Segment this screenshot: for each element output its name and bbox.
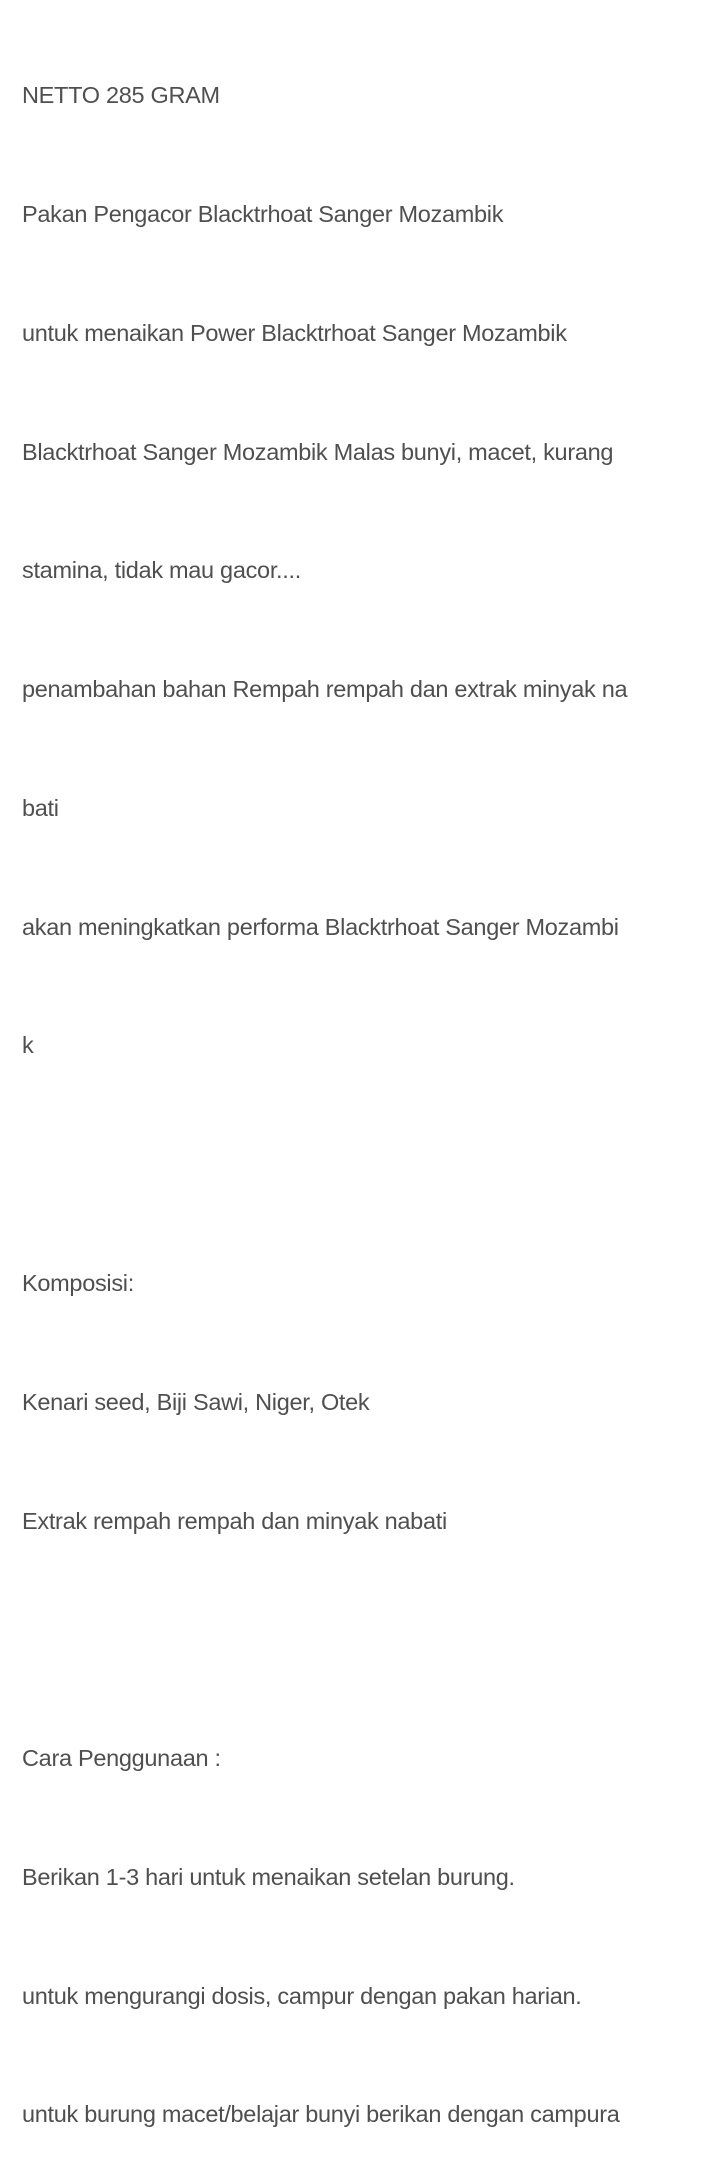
spacer: [22, 1145, 701, 1185]
benefit-text-line-2: bati: [22, 794, 59, 821]
benefit-text-line-1: penambahan bahan Rempah rempah dan extrak minyak na: [22, 676, 628, 703]
composition-line-2: Extrak rempah rempah dan minyak nabati: [22, 1507, 447, 1534]
usage-line-2: untuk mengurangi dosis, campur dengan pakan harian.: [22, 1982, 582, 2009]
usage-line-3: untuk burung macet/belajar bunyi berikan dengan campura: [22, 2101, 620, 2128]
spacer: [22, 1620, 701, 1660]
usage-heading: Cara Penggunaan :: [22, 1745, 221, 1772]
product-description: [22, 0, 701, 2175]
composition-line-1: Kenari seed, Biji Sawi, Niger, Otek: [22, 1388, 370, 1415]
usage-line-1: Berikan 1-3 hari untuk menaikan setelan burung.: [22, 1863, 515, 1890]
product-title: Pakan Pengacor Blacktrhoat Sanger Mozambik: [22, 200, 504, 227]
benefit-text-line-3: akan meningkatkan performa Blacktrhoat Sanger Mozambi: [22, 913, 619, 940]
composition-heading: Komposisi:: [22, 1270, 134, 1296]
problem-text-line-1: Blacktrhoat Sanger Mozambik Malas bunyi, macet, kurang: [22, 438, 614, 465]
netto-weight: NETTO 285 GRAM: [22, 82, 220, 109]
benefit-text-line-4: k: [22, 1032, 34, 1059]
problem-text-line-2: stamina, tidak mau gacor....: [22, 557, 301, 584]
product-subtitle: untuk menaikan Power Blacktrhoat Sanger Mozambik: [22, 319, 567, 346]
